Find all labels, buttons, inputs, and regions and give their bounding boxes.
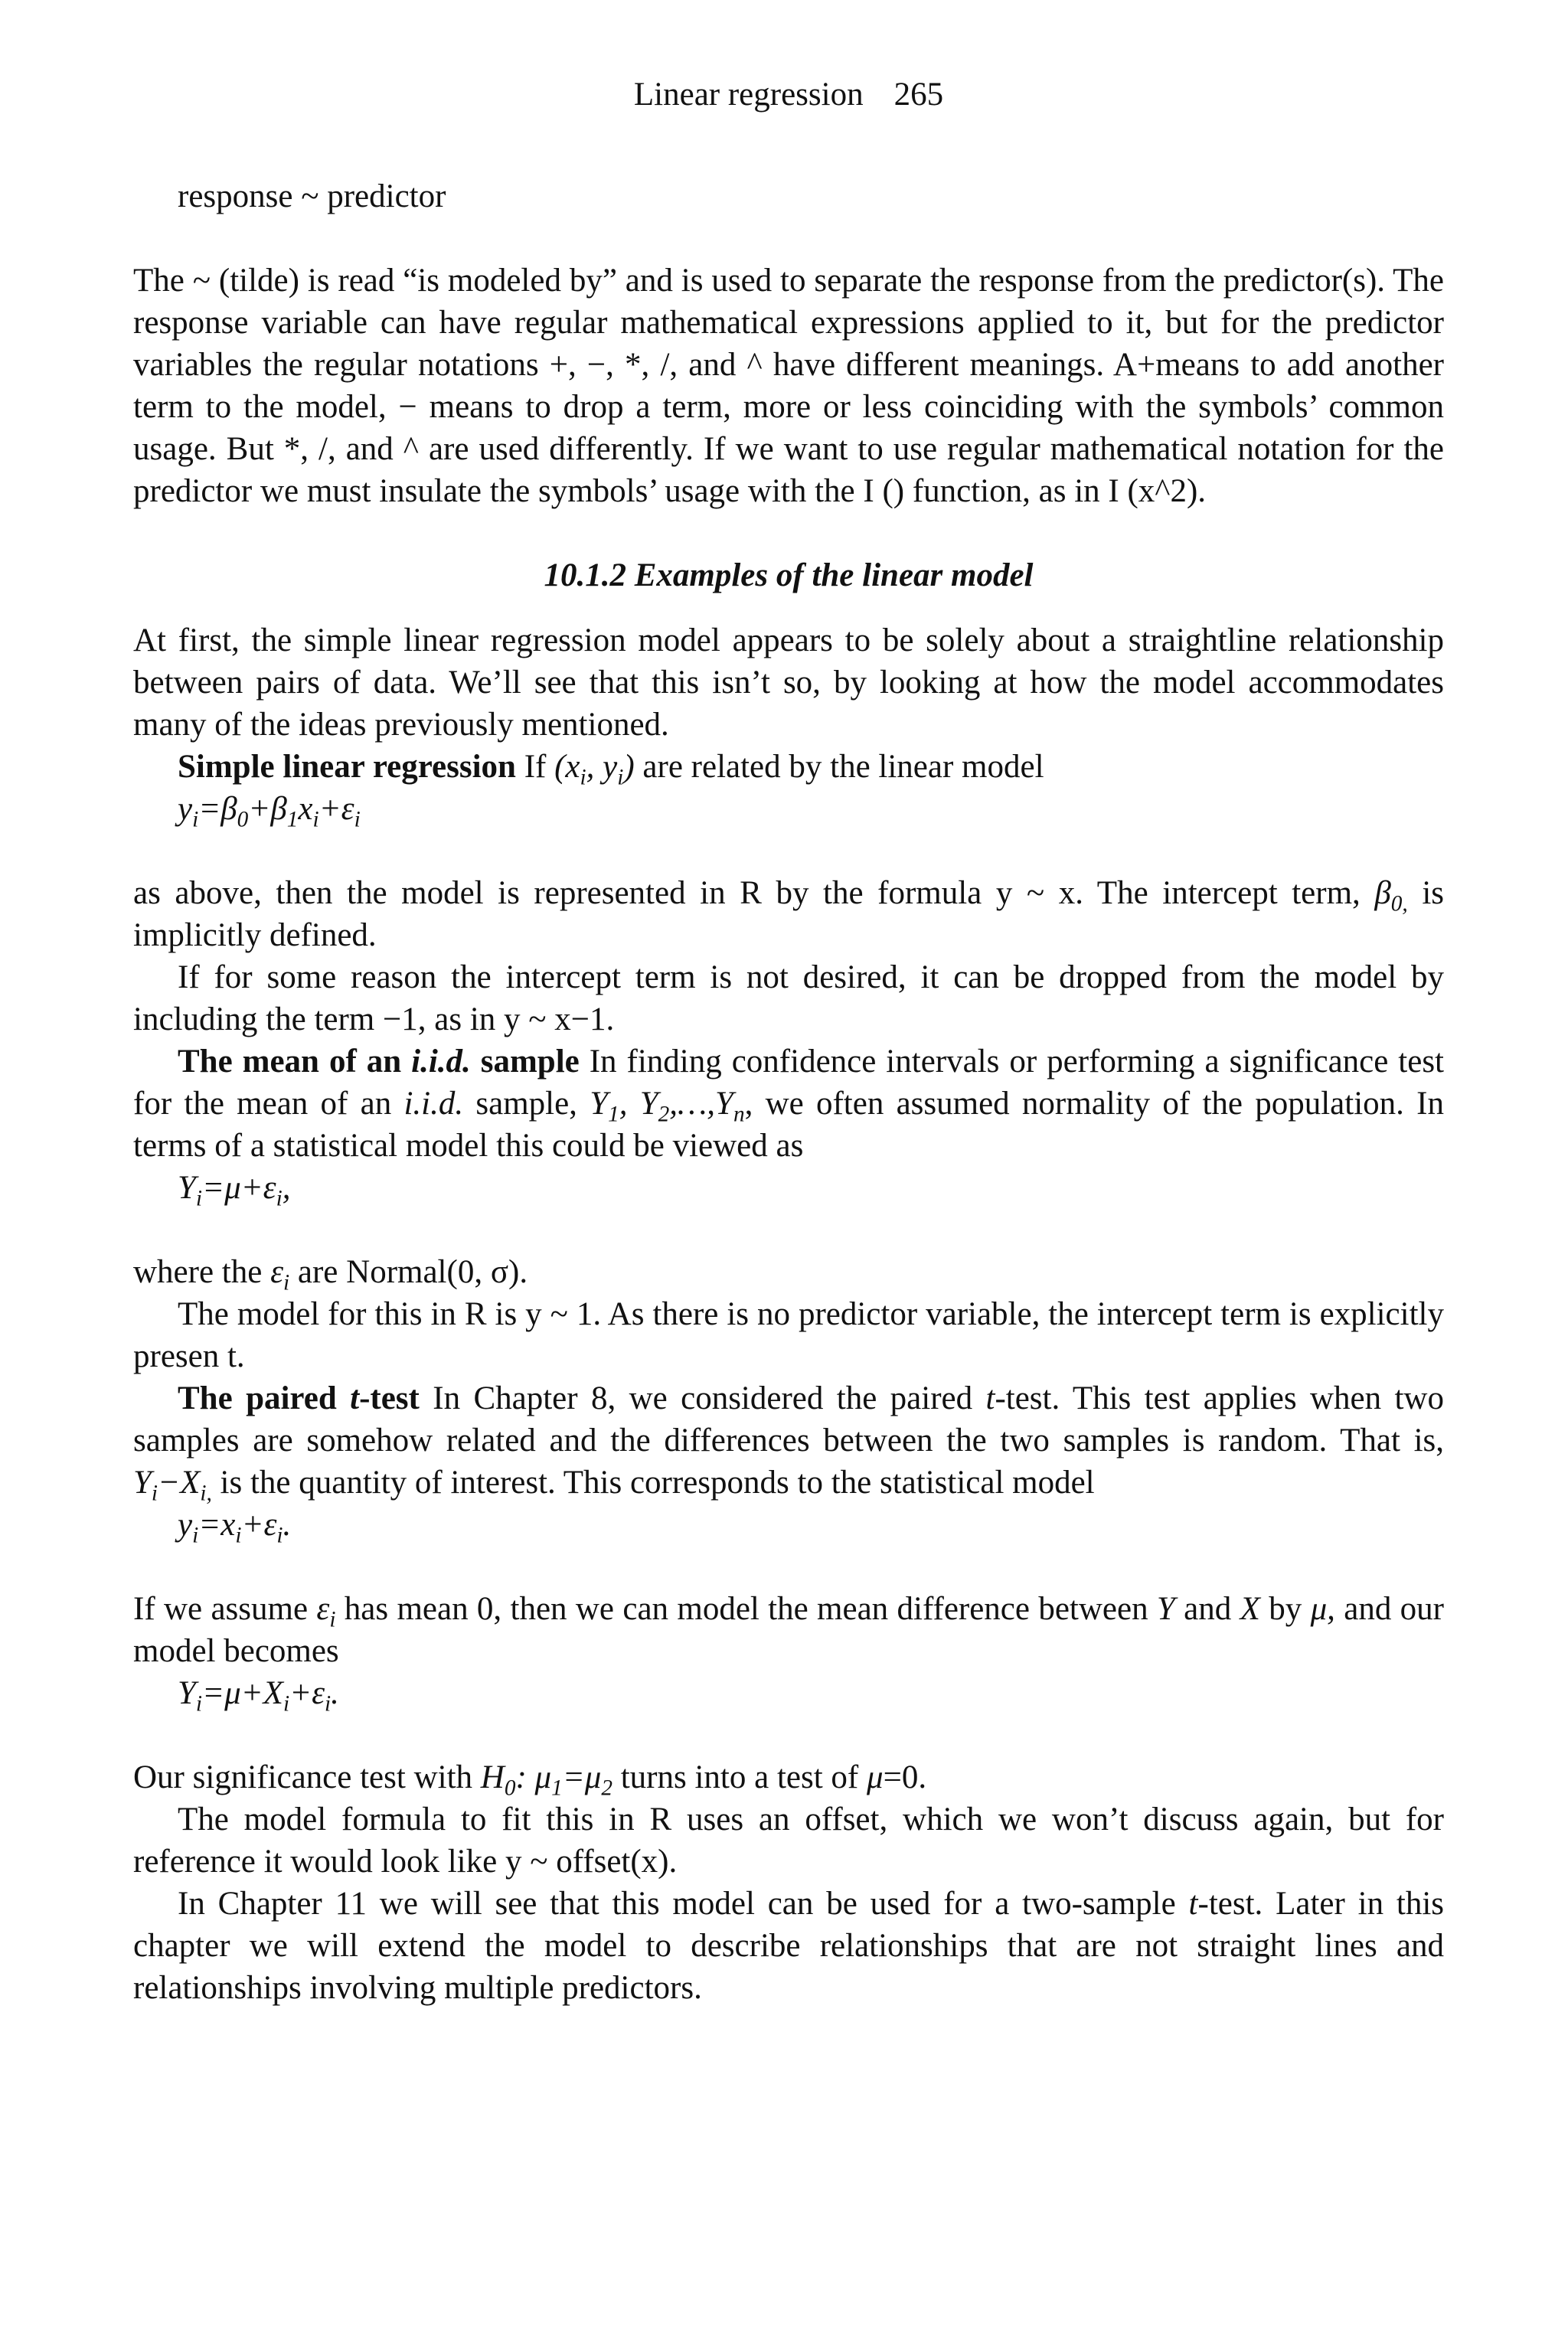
paragraph-paired-t-test: The paired t-test In Chapter 8, we considered the paired t-test. This test applies when two samples are somehow related and the differences between the two samples is random. That is, $Y_i-X_{i,}$ is the quantity of interest. This corresponds to the statistical model <box>133 1380 1444 1506</box>
paragraph-assume-mean-zero: If we assume $\varepsilon_i$ has mean 0, then we can model the mean difference between Y and X by μ, and our model becomes <box>133 1591 1445 1669</box>
equation-offset-model: $Y_i=\mu+X_i+\varepsilon_i$. <box>178 1675 339 1717</box>
page-number: 265 <box>893 77 944 113</box>
running-header <box>133 74 1444 116</box>
paragraph-iid-sample: The mean of an i.i.d. sample In finding confidence intervals or performing a significance test for the mean of an i.i.d. sample, $Y_1$, $Y_2,\dots,Y_n$, we often assumed normality of the population. In terms of a statistical model this could be viewed as <box>133 1044 1445 1164</box>
run-in-heading: The mean of an i.i.d. sample <box>178 1044 580 1080</box>
equation-mean-model: $Y_i=\mu+\varepsilon_i$, <box>178 1170 291 1211</box>
paragraph-intro: At first, the simple linear regression model appears to be solely about a straightline relationship between pairs of data. We’ll see that this isn’t so, by looking at how the model accommodates many of the ideas previously mentioned. <box>133 622 1444 743</box>
book-page <box>133 74 1444 2009</box>
paragraph-drop-intercept: If for some reason the intercept term is not desired, it can be dropped from the model by including the term −1, as in y ~ x−1. <box>133 959 1444 1037</box>
paragraph-model-one: The model for this in R is y ~ 1. As there is no predictor variable, the intercept term is explicitly presen t. <box>133 1296 1444 1374</box>
formula-line: response ~ predictor <box>178 178 446 214</box>
run-in-heading: Simple linear regression <box>178 749 516 785</box>
equation-linear-model: $y_i=\beta_0+\beta_1x_i+\varepsilon_i$ <box>178 791 361 832</box>
running-title: Linear regression <box>633 77 864 113</box>
paragraph-offset: The model formula to fit this in R uses an offset, which we won’t discuss again, but for reference it would look like y ~ offset(x). <box>133 1802 1444 1880</box>
section-heading: 10.1.2 Examples of the linear model <box>544 557 1034 593</box>
equation-paired-model: $y_i=x_i+\varepsilon_i$. <box>178 1507 292 1548</box>
paragraph-significance-test: Our significance test with $H_0$: $\mu_1=\mu_2$ turns into a test of μ=0. <box>133 1759 927 1801</box>
run-in-heading: The paired t-test <box>178 1380 420 1416</box>
paragraph-simple-linear-regression: Simple linear regression If ($x_i$, $y_i$) are related by the linear model <box>178 749 1044 790</box>
paragraph-as-above: as above, then the model is represented in R by the formula y ~ x. The intercept term, $\beta_{0,}$ is implicitly defined. <box>133 875 1444 953</box>
paragraph-chapter-11: In Chapter 11 we will see that this model can be used for a two-sample t-test. Later in this chapter we will extend the model to describe relationships that are not straight lines and relationships involving multiple predictors. <box>133 1886 1445 2006</box>
paragraph-normal-errors: where the $\varepsilon_i$ are Normal(0, σ). <box>133 1254 528 1295</box>
paragraph-tilde: The ~ (tilde) is read “is modeled by” and is used to separate the response from the predictor(s). The response variable can have regular mathematical expressions applied to it, but for the predictor variables the regular notations +, −, *, /, and ^ have different meanings. A+means to add another term to the model, − means to drop a term, more or less coinciding with the symbols’ common usage. But *, /, and ^ are used differently. If we want to use regular mathematical notation for the predictor we must insulate the symbols’ usage with the I () function, as in I (x^2). <box>133 263 1444 509</box>
